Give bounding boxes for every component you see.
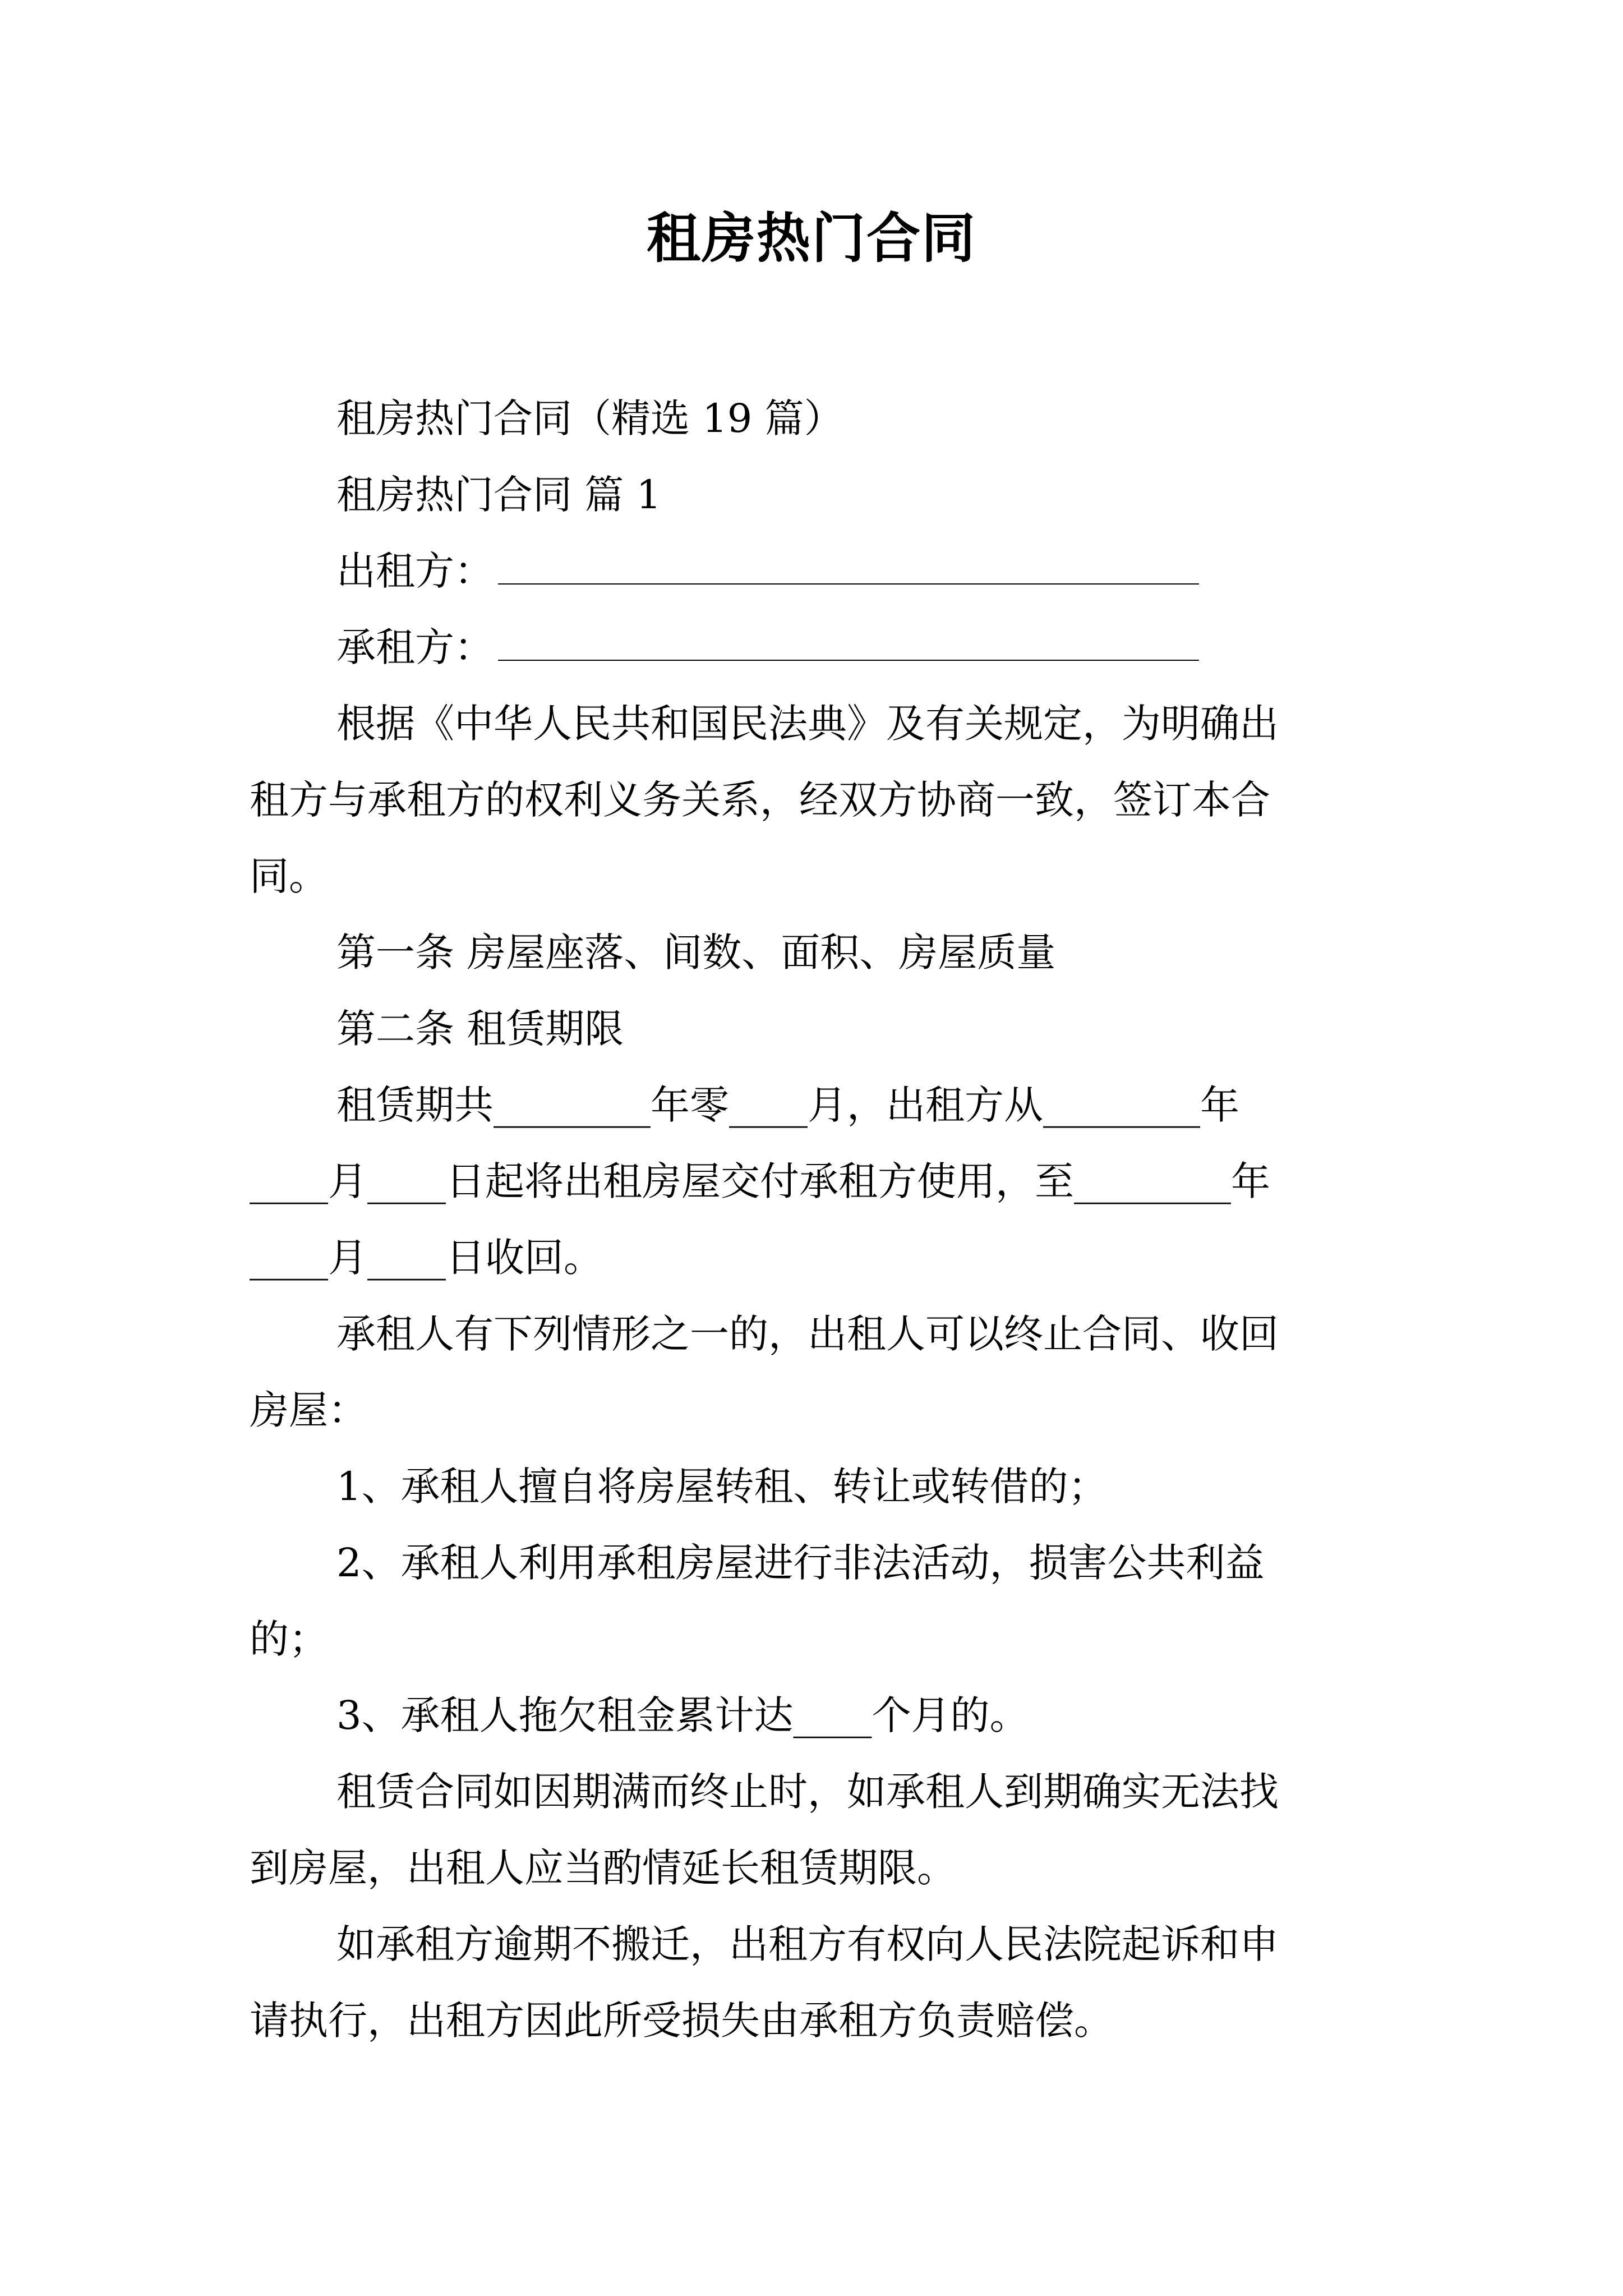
paragraph-line: 承租人有下列情形之一的，出租人可以终止合同、收回 (336, 1311, 1279, 1357)
paragraph-line: 请执行，出租方因此所受损失由承租方负责赔偿。 (250, 1998, 1113, 2044)
lessor-line (250, 533, 1388, 609)
document-title: 租房热门合同 (647, 206, 976, 270)
subtitle-line: 租房热门合同（精选 19 篇） (336, 395, 843, 441)
section-heading: 租房热门合同 篇 1 (336, 472, 662, 518)
paragraph-line: 如承租方逾期不搬迁，出租方有权向人民法院起诉和申 (336, 1921, 1279, 1967)
lessee-blank (498, 623, 1199, 661)
article-heading: 第二条 租赁期限 (336, 1006, 624, 1052)
lessee-line (250, 609, 1388, 685)
article-heading: 第一条 房屋座落、间数、面积、房屋质量 (336, 930, 1056, 976)
lessor-label: 出租方： (336, 548, 494, 594)
list-item-continuation: 的； (250, 1616, 328, 1662)
paragraph-line: 同。 (250, 853, 328, 899)
paragraph-line: 租赁合同如因期满而终止时，如承租人到期确实无法找 (336, 1769, 1279, 1815)
paragraph-line: 到房屋，出租人应当酌情延长租赁期限。 (250, 1845, 956, 1891)
list-item: 2、承租人利用承租房屋进行非法活动，损害公共利益 (336, 1540, 1265, 1586)
list-item: 3、承租人拖欠租金累计达____个月的。 (336, 1692, 1029, 1738)
lessor-blank (498, 546, 1199, 585)
paragraph-line: 租方与承租方的权利义务关系，经双方协商一致，签订本合 (250, 777, 1270, 823)
paragraph-line: 根据《中华人民共和国民法典》及有关规定，为明确出 (336, 701, 1279, 747)
paragraph-line: 房屋： (250, 1387, 367, 1433)
paragraph-line: 租赁期共________年零____月，出租方从________年 (336, 1082, 1239, 1128)
list-item: 1、承租人擅自将房屋转租、转让或转借的； (336, 1464, 1108, 1510)
paragraph-line: ____月____日起将出租房屋交付承租方使用，至________年 (250, 1158, 1270, 1204)
lessee-label: 承租方： (336, 624, 494, 670)
paragraph-line: ____月____日收回。 (250, 1235, 603, 1281)
